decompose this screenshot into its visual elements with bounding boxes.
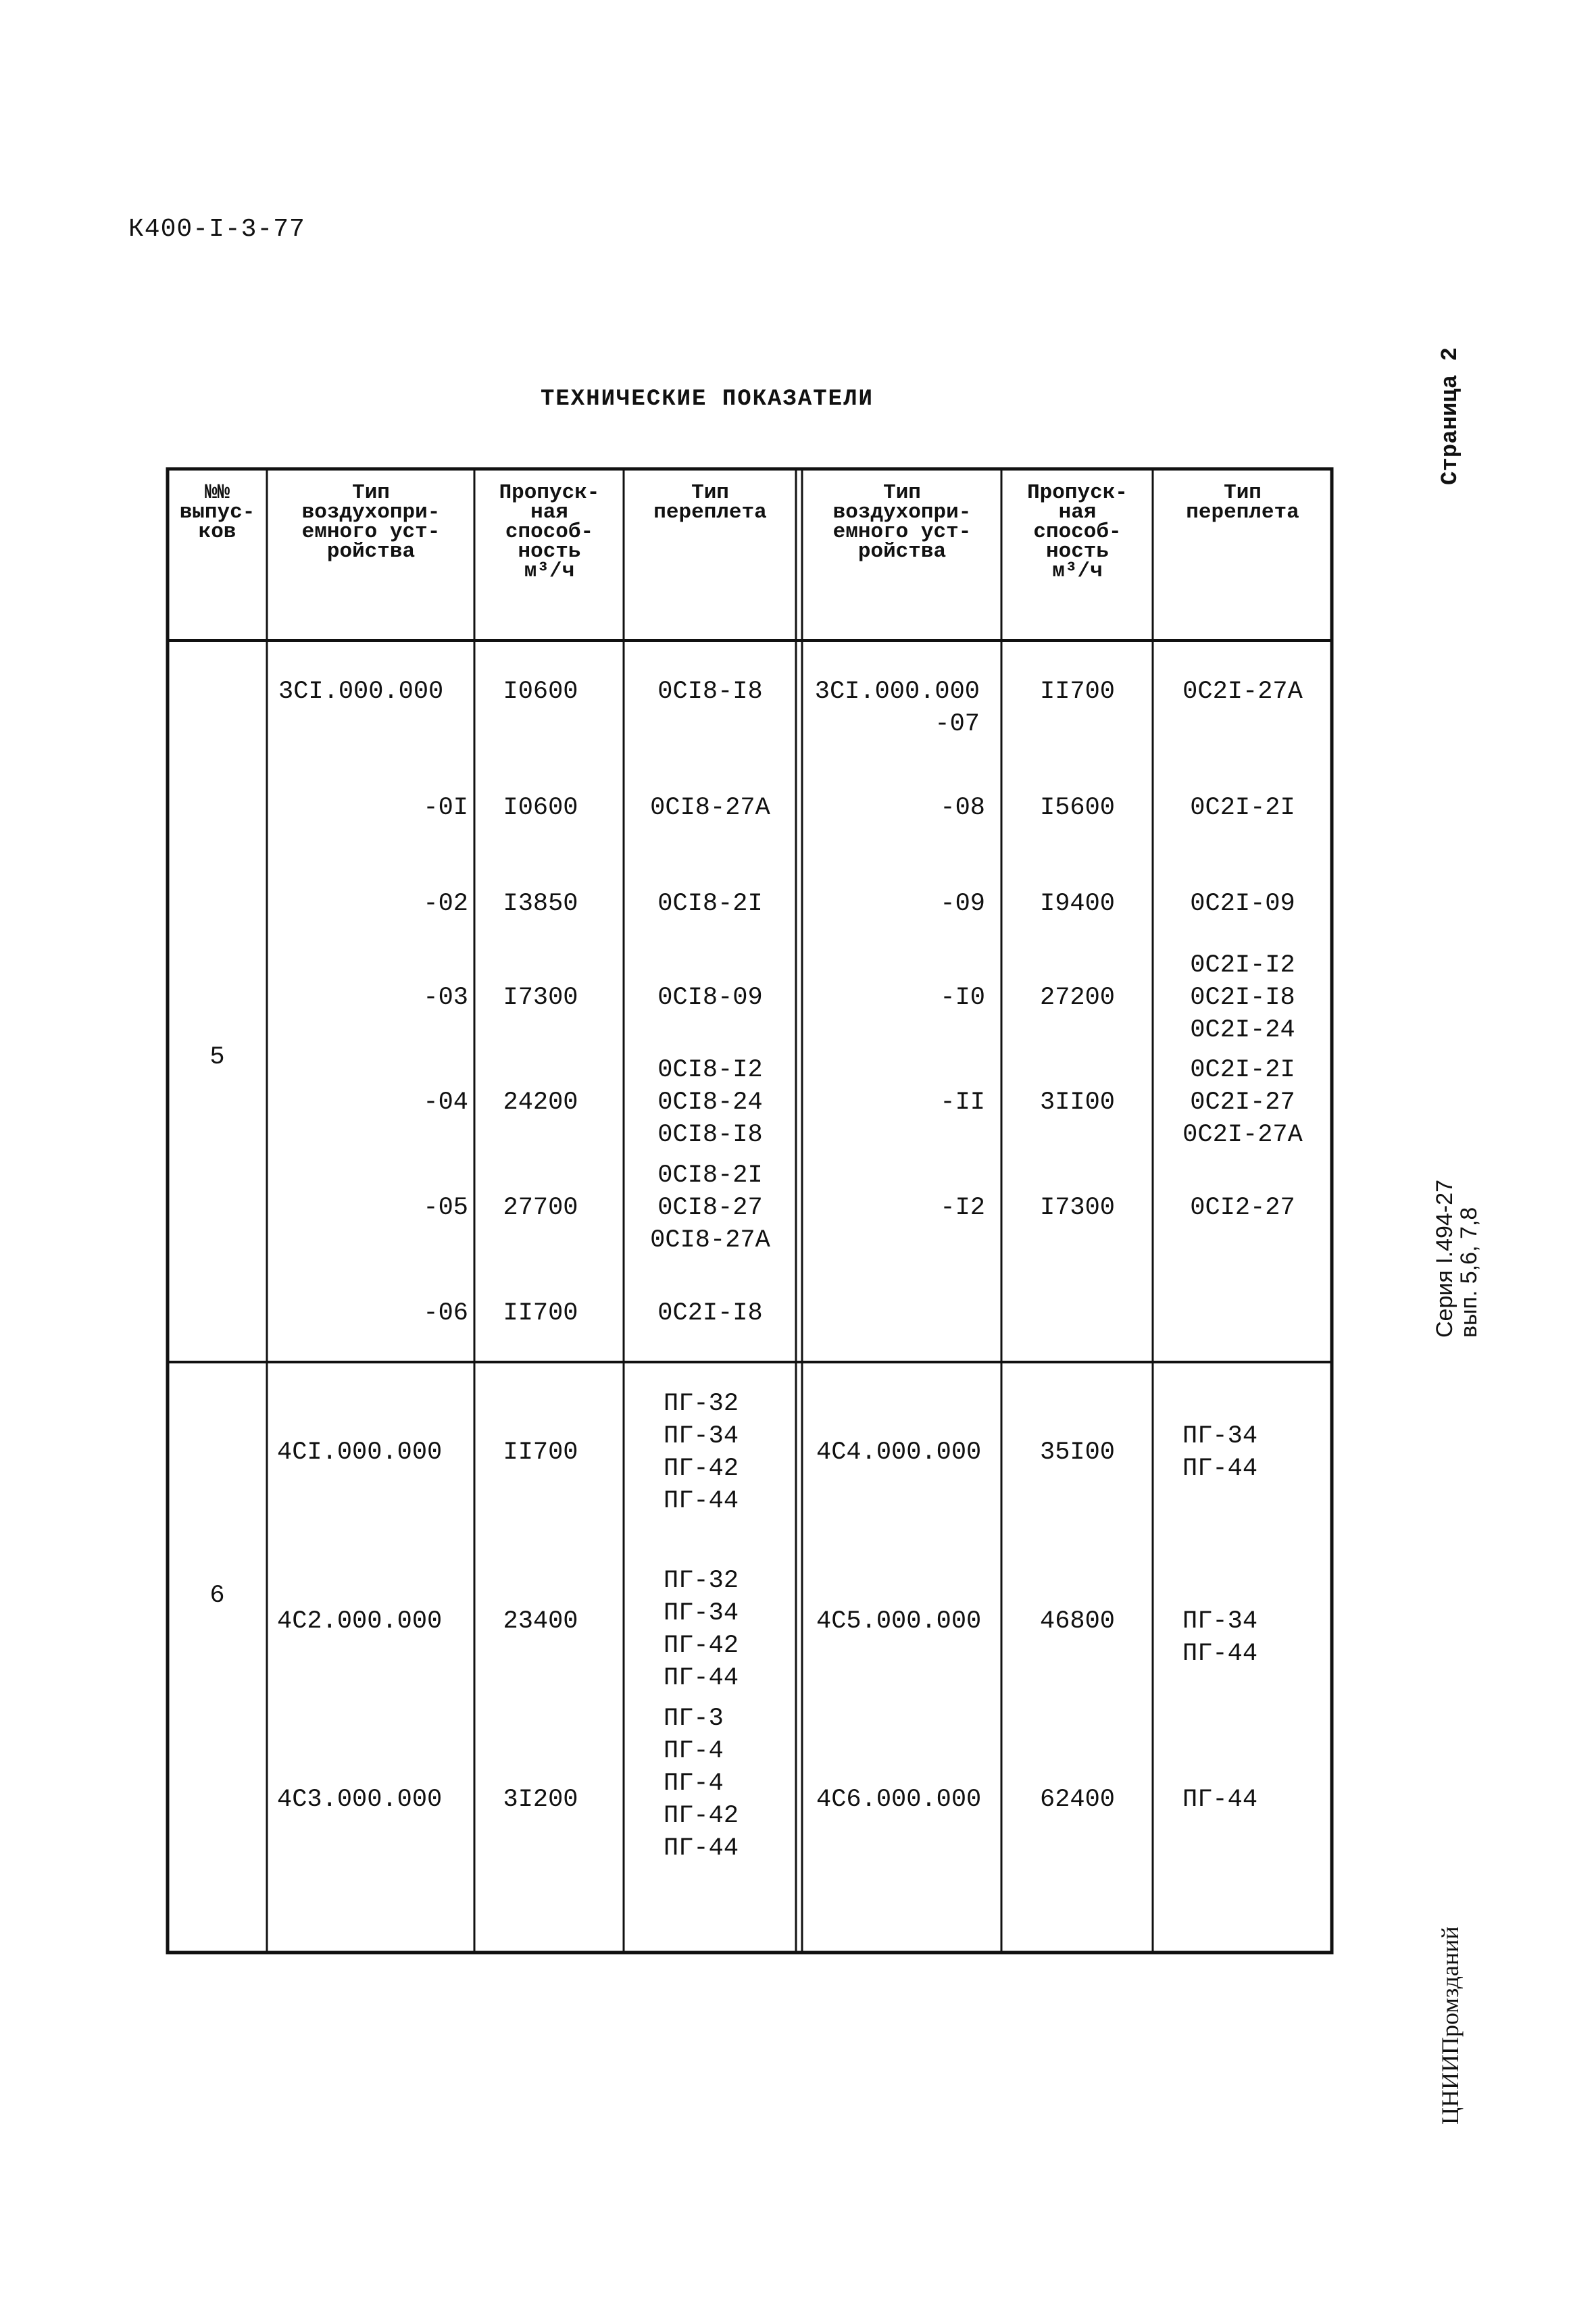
g6-frame2: ПГ-34 ПГ-44	[1182, 1422, 1258, 1483]
g5-capacity2: I7300	[1039, 1194, 1116, 1222]
issue-number-5: 5	[209, 1043, 225, 1072]
g5-device1: 3CI.000.000	[278, 678, 444, 706]
g5-frame1: 0C2I-I8	[657, 1299, 763, 1328]
g5-frame2: 0C2I-I2 0C2I-I8 0C2I-24	[1190, 951, 1295, 1045]
issue-number-6: 6	[209, 1582, 225, 1610]
g6-device2: 4C6.000.000	[816, 1786, 982, 1814]
g6-frame2: ПГ-44	[1182, 1786, 1258, 1814]
g5-capacity2: 27200	[1039, 984, 1116, 1012]
page-number-label: Страница 2	[1438, 347, 1464, 485]
g6-capacity1: 3I200	[503, 1786, 578, 1814]
g6-frame1: ПГ-32 ПГ-34 ПГ-42 ПГ-44	[664, 1390, 739, 1515]
g5-frame2: 0C2I-2I	[1190, 794, 1295, 822]
g6-device1: 4CI.000.000	[277, 1438, 443, 1467]
g5-capacity2: I9400	[1039, 890, 1116, 918]
g6-device1: 4C2.000.000	[277, 1607, 443, 1636]
g6-device1: 4C3.000.000	[277, 1786, 443, 1814]
header-capacity-1: Пропуск- ная способ- ность м³/ч	[499, 481, 600, 583]
g5-frame2: 0CI2-27	[1190, 1194, 1295, 1222]
g5-capacity2: I5600	[1039, 794, 1116, 822]
series-line-1: Серия I.494-27	[1432, 1180, 1457, 1338]
g5-frame1: 0CI8-09	[657, 984, 763, 1012]
g5-frame1: 0CI8-2I	[657, 890, 763, 918]
g6-device2: 4C5.000.000	[816, 1607, 982, 1636]
g5-device2: -II	[940, 1088, 985, 1117]
header-frame-type-1: Тип переплета	[653, 481, 767, 524]
g5-device1: -02	[423, 890, 468, 918]
g5-frame1: 0CI8-I8	[657, 678, 763, 706]
g6-frame1: ПГ-3 ПГ-4 ПГ-4 ПГ-42 ПГ-44	[664, 1705, 739, 1863]
g6-capacity2: 46800	[1039, 1607, 1116, 1636]
g5-capacity2: 3II00	[1039, 1088, 1116, 1117]
g6-capacity2: 62400	[1039, 1786, 1116, 1814]
g5-frame2: 0C2I-27A	[1182, 678, 1303, 706]
g5-device1: -06	[423, 1299, 468, 1328]
g5-device1: -0I	[423, 794, 468, 822]
g5-capacity1: I0600	[503, 678, 578, 706]
g6-frame2: ПГ-34 ПГ-44	[1182, 1607, 1258, 1668]
header-issue-number: №№ выпус- ков	[179, 481, 255, 544]
g5-capacity2: II700	[1039, 678, 1116, 706]
g5-device2: 3CI.000.000 -07	[814, 678, 980, 738]
g5-capacity1: II700	[503, 1299, 578, 1328]
g5-frame1: 0CI8-I2 0CI8-24 0CI8-I8	[657, 1056, 763, 1149]
header-device-type-1: Тип воздухопри- емного уст- ройства	[301, 481, 441, 563]
g5-device2: -I2	[940, 1194, 985, 1222]
g6-capacity2: 35I00	[1039, 1438, 1116, 1467]
page-title: ТЕХНИЧЕСКИЕ ПОКАЗАТЕЛИ	[541, 386, 874, 412]
g5-device1: -05	[423, 1194, 468, 1222]
g5-capacity1: 27700	[503, 1194, 578, 1222]
g5-frame1: 0CI8-27A	[650, 794, 770, 822]
g5-device1: -04	[423, 1088, 468, 1117]
g6-capacity1: 23400	[503, 1607, 578, 1636]
header-frame-type-2: Тип переплета	[1186, 481, 1299, 524]
g5-frame2: 0C2I-09	[1190, 890, 1295, 918]
organization-label: ЦНИИПромзданий	[1437, 1926, 1464, 2125]
g6-capacity1: II700	[503, 1438, 578, 1467]
g5-device2: -I0	[940, 984, 985, 1012]
g6-device2: 4C4.000.000	[816, 1438, 982, 1467]
document-code: К400-I-3-77	[128, 215, 305, 244]
header-capacity-2: Пропуск- ная способ- ность м³/ч	[1027, 481, 1128, 583]
g5-frame2: 0C2I-2I 0C2I-27 0C2I-27A	[1182, 1056, 1303, 1149]
g5-capacity1: 24200	[503, 1088, 578, 1117]
g5-device2: -09	[940, 890, 985, 918]
g5-frame1: 0CI8-2I 0CI8-27 0CI8-27A	[650, 1161, 770, 1255]
g5-device2: -08	[940, 794, 985, 822]
g5-capacity1: I7300	[503, 984, 578, 1012]
series-line-2: вып. 5,6, 7,8	[1456, 1207, 1482, 1338]
g5-device1: -03	[423, 984, 468, 1012]
g5-capacity1: I0600	[503, 794, 578, 822]
g5-capacity1: I3850	[503, 890, 578, 918]
g6-frame1: ПГ-32 ПГ-34 ПГ-42 ПГ-44	[664, 1567, 739, 1692]
header-device-type-2: Тип воздухопри- емного уст- ройства	[832, 481, 972, 563]
